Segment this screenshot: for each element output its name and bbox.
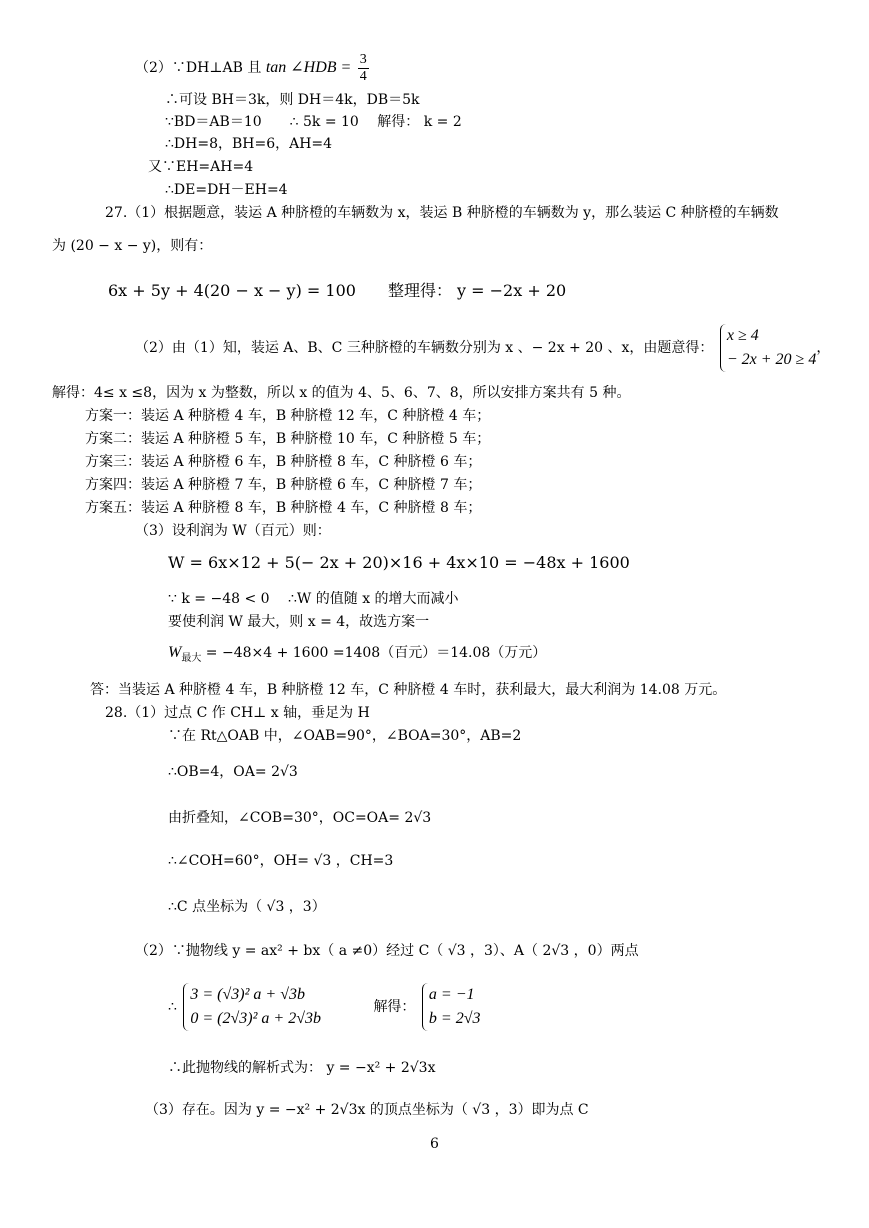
- line-5: 又∵EH=AH=4: [148, 159, 254, 175]
- line-6: ∴DE=DH－EH=4: [165, 182, 288, 198]
- line-19: ∵ k = −48 < 0 ∴W 的值随 x 的增大而减小: [168, 591, 459, 607]
- w-subscript: 最大: [181, 652, 202, 664]
- line-26: 由折叠知，∠COB=30°，OC=OA= 2√3: [168, 810, 432, 826]
- denominator: 4: [359, 68, 367, 84]
- solve-label: 解得：: [373, 999, 416, 1015]
- line-11: 解得：4≤ x ≤8，因为 x 为整数，所以 x 的值为 4、5、6、7、8，所以安排方案共有 5 种。: [52, 385, 631, 401]
- comma: ，: [816, 340, 831, 356]
- tan-expression: tan ∠HDB =: [265, 59, 352, 76]
- w-symbol: W: [168, 644, 182, 661]
- solution-system: [422, 983, 481, 1031]
- profit-equation: W = 6x×12 + 5(− 2x + 20)×16 + 4x×10 = −48x + 1600: [168, 553, 630, 572]
- plan-2: 方案二：装运 A 种脐橙 5 车，B 种脐橙 10 车，C 种脐橙 5 车；: [85, 431, 491, 447]
- line-text: = −48×4 + 1600 =1408（百元）＝14.08（万元）: [201, 645, 547, 661]
- equation-main: 6x + 5y + 4(20 − x − y) = 100 整理得： y = −2x + 20: [108, 281, 567, 300]
- line-4: ∴DH=8，BH=6，AH=4: [165, 136, 333, 152]
- system-eq-1: 3 = (√3)² a + √3b: [190, 986, 305, 1003]
- line-29: （2）∵抛物线 y = ax² + bx（ a ≠0）经过 C（ √3 ，3）、A（ 2√3 ，0）两点: [135, 943, 639, 959]
- line-20: 要使利润 W 最大，则 x = 4，故选方案一: [168, 614, 430, 630]
- plan-4: 方案四：装运 A 种脐橙 7 车，B 种脐橙 6 车，C 种脐橙 7 车；: [85, 477, 482, 493]
- solution-1: a = −1: [428, 986, 475, 1003]
- line-24: ∵在 Rt△OAB 中，∠OAB=90°，∠BOA=30°，AB=2: [168, 728, 522, 744]
- line-21: [168, 643, 546, 669]
- line-hdb: [135, 48, 371, 88]
- line-17: （3）设利润为 W（百元）则：: [135, 523, 331, 539]
- problem-27-intro: 27.（1）根据题意，装运 A 种脐橙的车辆数为 x，装运 B 种脐橙的车辆数为 y，那么装运 C 种脐橙的车辆数: [105, 205, 779, 221]
- plan-1: 方案一：装运 A 种脐橙 4 车，B 种脐橙 12 车，C 种脐橙 4 车；: [85, 408, 491, 424]
- line-30: [168, 975, 480, 1039]
- inequality-2: − 2x + 20 ≥ 4: [726, 351, 817, 368]
- line-31: ∴此抛物线的解析式为： y = −x² + 2√3x: [168, 1060, 436, 1076]
- inequality-1: x ≥ 4: [726, 327, 759, 344]
- line-32: （3）存在。因为 y = −x² + 2√3x 的顶点坐标为（ √3 ，3）即为点 C: [145, 1102, 589, 1118]
- therefore-symbol: ∴: [168, 999, 177, 1015]
- line-text: （2）∵DH⊥AB 且: [135, 60, 262, 76]
- line-25: ∴OB=4，OA= 2√3: [168, 764, 298, 780]
- problem-28-intro: 28.（1）过点 C 作 CH⊥ x 轴，垂足为 H: [105, 705, 370, 721]
- line-28: ∴C 点坐标为（ √3 ，3）: [168, 899, 326, 915]
- line-text: （2）由（1）知，装运 A、B、C 三种脐橙的车辆数分别为 x 、− 2x + 20 、x，由题意得：: [135, 340, 714, 356]
- page-number: 6: [430, 1136, 439, 1152]
- line-10: [135, 322, 830, 374]
- numerator: 3: [359, 51, 367, 67]
- plan-3: 方案三：装运 A 种脐橙 6 车，B 种脐橙 8 车，C 种脐橙 6 车；: [85, 454, 482, 470]
- line-2: ∴可设 BH＝3k，则 DH＝4k，DB＝5k: [165, 92, 420, 108]
- line-3: ∵BD＝AB＝10 ∴ 5k = 10 解得： k = 2: [165, 114, 462, 130]
- equation-system: [183, 983, 321, 1031]
- inequality-system: [720, 324, 816, 372]
- solution-2: b = 2√3: [428, 1010, 481, 1027]
- fraction: [358, 52, 369, 85]
- answer-line: 答：当装运 A 种脐橙 4 车，B 种脐橙 12 车，C 种脐橙 4 车时，获利最大，最大利润为 14.08 万元。: [90, 682, 727, 698]
- system-eq-2: 0 = (2√3)² a + 2√3b: [190, 1010, 321, 1027]
- line-8: 为 (20 − x − y)，则有：: [52, 238, 213, 254]
- line-27: ∴∠COH=60°，OH= √3 ，CH=3: [168, 853, 394, 869]
- plan-5: 方案五：装运 A 种脐橙 8 车，B 种脐橙 4 车，C 种脐橙 8 车；: [85, 500, 482, 516]
